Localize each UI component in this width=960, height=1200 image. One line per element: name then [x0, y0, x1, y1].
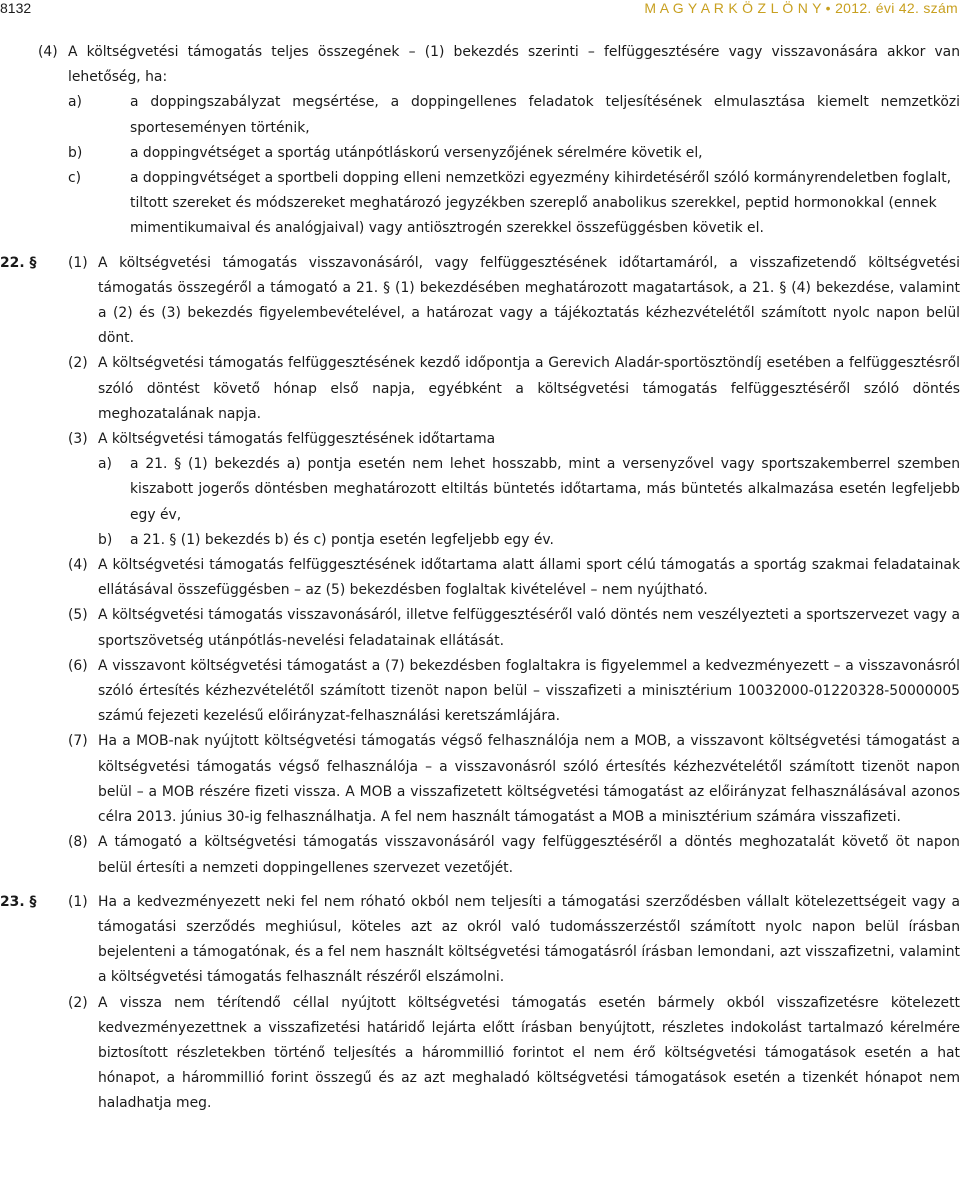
intro-item-b	[0, 141, 960, 166]
intro-paragraph	[0, 40, 960, 90]
paragraph-number: (5)	[68, 607, 88, 624]
item-label: a)	[68, 94, 82, 111]
section-22-paragraph-7	[0, 729, 960, 830]
item-text: a doppingszabályzat megsértése, a doppingellenes feladatok teljesítésének elmulasztása kiemelt nemzetközi sporteseményen történik,	[130, 94, 960, 136]
section-22-p3-item-b	[0, 528, 960, 553]
document-body	[0, 40, 960, 1117]
paragraph-text: A támogató a költségvetési támogatás visszavonásáról vagy felfüggesztéséről a döntés meghozatalát követő öt napon belül értesíti a nemzeti doppingellenes szervezet vezetőjét.	[98, 834, 960, 876]
paragraph-number: (8)	[68, 834, 88, 851]
paragraph-text: A visszavont költségvetési támogatást a (7) bekezdésben foglaltakra is figyelemmel a kedvezményezett – a visszavonásról szóló értesítés kézhezvételétől számított tizenöt napon belül – visszafizeti a minisztérium 10032000-01220328-50000005 számú fejezeti kezelésű előirányzat-felhasználási keretszámlájára.	[98, 657, 960, 725]
item-label: b)	[98, 531, 113, 548]
paragraph-text: A költségvetési támogatás felfüggesztésének időtartama alatt állami sport célú támogatás a sportág szakmai feladatainak ellátásával összefüggésben – az (5) bekezdésben foglaltak kivételével – nem nyújtható.	[98, 557, 960, 599]
section-22-paragraph-5	[0, 603, 960, 653]
paragraph-text: A költségvetési támogatás teljes összegének – (1) bekezdés szerinti – felfüggesztésére vagy visszavonására akkor van lehetőség, ha:	[68, 44, 960, 86]
paragraph-text: Ha a MOB-nak nyújtott költségvetési támogatás végső felhasználója nem a MOB, a visszavont költségvetési támogatást a költségvetési támogatás végső felhasználója – a visszavonásról szóló értesítés kézhezvételétől számított tizenöt napon belül – a MOB részére fizeti vissza. A MOB a visszafizetett költségvetési támogatást az előirányzat felhasználásával azonos célra 2013. június 30-ig felhasználhatja. A fel nem használt támogatást a MOB a minisztérium számára visszafizeti.	[98, 733, 960, 826]
section-23-paragraph-2	[0, 991, 960, 1117]
paragraph-number: (2)	[68, 355, 88, 372]
paragraph-text: A költségvetési támogatás felfüggesztésének időtartama	[98, 431, 496, 448]
paragraph-number: (1)	[68, 254, 88, 271]
header-bullet: •	[825, 0, 831, 16]
item-text: a 21. § (1) bekezdés a) pontja esetén nem lehet hosszabb, mint a versenyzővel vagy sportszakemberrel szemben kiszabott jogerős döntésben meghatározott eltiltás büntetés időtartama, más büntetés alkalmazása esetén legfeljebb egy év,	[130, 456, 960, 523]
item-text: a 21. § (1) bekezdés b) és c) pontja esetén legfeljebb egy év.	[130, 531, 554, 548]
section-22-paragraph-1	[0, 251, 960, 352]
journal-title: M A G Y A R K Ö Z L Ö N Y	[644, 0, 822, 16]
paragraph-text: A vissza nem térítendő céllal nyújtott költségvetési támogatás esetén bármely okból visszafizetésre kötelezett kedvezményezettnek a visszafizetési határidő lejárta előtt írásban benyújtott, részletes indokolást tartalmazó kérelmére biztosított részletekben történő teljesítés a hárommillió forintot el nem érő költségvetési támogatások esetén a hat hónapot, a hárommillió forint összegű és az azt meghaladó költségvetési támogatások esetén a tizenkét hónapot nem haladhatja meg.	[98, 994, 960, 1112]
paragraph-number: (7)	[68, 733, 88, 750]
journal-header	[644, 0, 958, 16]
section-22-paragraph-3	[0, 427, 960, 452]
paragraph-text: A költségvetési támogatás visszavonásáról, illetve felfüggesztéséről való döntés nem veszélyezteti a sportszervezet vagy a sportszövetség utánpótlás-nevelési feladatainak ellátását.	[98, 607, 960, 649]
paragraph-number: (1)	[68, 893, 88, 910]
item-text: a doppingvétséget a sportbeli dopping elleni nemzetközi egyezmény kihirdetéséről szóló kormányrendeletben foglalt, tiltott szereket és módszereket meghatározó jegyzékben szereplő anabolikus szerekkel, peptid hormonokkal (ennek mimentikumaival és analógjaival) vagy antiösztrogén szerekkel összefüggésben követik el.	[130, 170, 952, 237]
section-22-p3-item-a	[0, 452, 960, 528]
section-22-paragraph-6	[0, 654, 960, 730]
section-23-paragraph-1	[0, 890, 960, 991]
page-number: 8132	[0, 0, 32, 16]
paragraph-number: (2)	[68, 994, 88, 1011]
section-22-paragraph-8	[0, 830, 960, 880]
intro-item-a	[0, 90, 960, 140]
item-text: a doppingvétséget a sportág utánpótláskorú versenyzőjének sérelmére követik el,	[130, 144, 703, 161]
intro-item-c	[0, 166, 960, 242]
section-number: 22. §	[0, 254, 37, 271]
item-label: a)	[98, 456, 112, 473]
issue-label: 2012. évi 42. szám	[835, 0, 958, 16]
paragraph-text: A költségvetési támogatás felfüggesztésének kezdő időpontja a Gerevich Aladár-sportösztöndíj esetében a felfüggesztésről szóló döntést követő hónap első napja, egyébként a költségvetési támogatás felfüggesztéséről szóló döntés meghozatalának napja.	[98, 355, 960, 422]
item-label: b)	[68, 144, 83, 161]
section-number: 23. §	[0, 893, 37, 910]
paragraph-text: A költségvetési támogatás visszavonásáról, vagy felfüggesztésének időtartamáról, a visszafizetendő költségvetési támogatás összegéről a támogató a 21. § (1) bekezdésében meghatározott magatartások, a 21. § (4) bekezdése, valamint a (2) és (3) bekezdés figyelembevételével, a határozat vagy a tájékoztatás kézhezvételétől számított nyolc napon belül dönt.	[98, 254, 960, 347]
section-22-paragraph-4	[0, 553, 960, 603]
page-header	[0, 0, 960, 20]
item-label: c)	[68, 170, 82, 187]
section-22-paragraph-2	[0, 351, 960, 427]
paragraph-number: (4)	[38, 44, 58, 60]
paragraph-number: (4)	[68, 557, 88, 574]
paragraph-number: (6)	[68, 657, 88, 674]
paragraph-text: Ha a kedvezményezett neki fel nem róható okból nem teljesíti a támogatási szerződésben vállalt kötelezettségeit vagy a támogatási szerződés meghiúsul, köteles azt az okról való tudomásszerzéstől számított nyolc napon belül írásban bejelenteni a támogatónak, és a fel nem használt költségvetési támogatásról írásban lemondani, azt visszafizetni, valamint a költségvetési támogatás felhasznált részéről elszámolni.	[98, 893, 960, 986]
paragraph-number: (3)	[68, 431, 88, 448]
